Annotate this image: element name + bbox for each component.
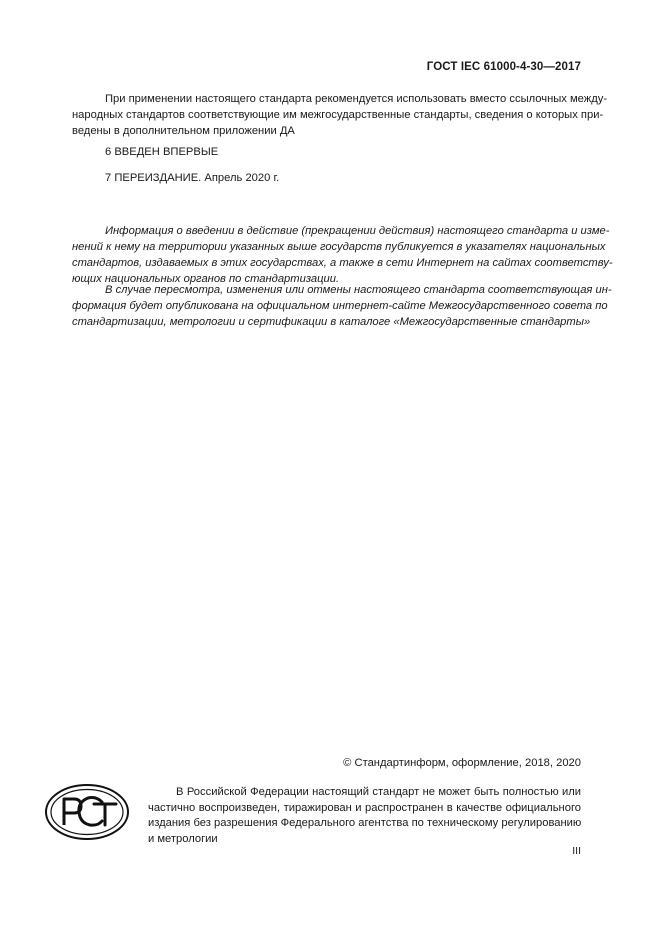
copyright-line: © Стандартинформ, оформление, 2018, 2020: [343, 757, 581, 769]
info-paragraph-2: [72, 282, 612, 330]
page-number: III: [572, 845, 581, 857]
info-line: В случае пересмотра, изменения или отмены настоящего стандарта соответствующая ин-: [105, 284, 612, 296]
intro-line: При применении настоящего стандарта рекомендуется использовать вместо ссылочных между-: [105, 93, 608, 105]
intro-line: ведены в дополнительном приложении ДА: [72, 125, 295, 137]
document-code-header: ГОСТ IEC 61000-4-30—2017: [426, 61, 581, 73]
notice-line: и метрологии: [148, 832, 218, 845]
rst-logo: [44, 783, 130, 841]
info-line: стандартизации, метрологии и сертификации в каталоге «Межгосударственные стандарты»: [72, 316, 591, 328]
info-line: нений к нему на территории указанных выше государств публикуется в указателях национальных: [72, 241, 606, 253]
notice-line: частично воспроизведен, тиражирован и распространен в качестве официального: [148, 801, 581, 814]
notice-line: издания без разрешения Федерального агентства по техническому регулированию: [148, 817, 582, 829]
info-line: формация будет опубликована на официальном интернет-сайте Межгосударственного совета по: [72, 300, 608, 312]
intro-line: народных стандартов соответствующие им межгосударственные стандарты, сведения о которых при-: [72, 109, 604, 121]
item-6-first-introduced: 6 ВВЕДЕН ВПЕРВЫЕ: [105, 146, 219, 158]
info-line: стандартов, издаваемых в этих государствах, а также в сети Интернет на сайтах соответству-: [72, 257, 613, 269]
info-line: ющих национальных органов по стандартизации.: [72, 273, 340, 285]
info-line: Информация о введении в действие (прекращении действия) настоящего стандарта и изме-: [105, 225, 610, 237]
info-paragraph-1: [72, 223, 613, 287]
intro-paragraph: [72, 91, 608, 139]
rst-logo-icon: [44, 783, 130, 841]
reproduction-notice: [148, 785, 581, 847]
item-7-reissue: 7 ПЕРЕИЗДАНИЕ. Апрель 2020 г.: [105, 172, 280, 184]
notice-line: В Российской Федерации настоящий стандарт не может быть полностью или: [176, 786, 581, 798]
